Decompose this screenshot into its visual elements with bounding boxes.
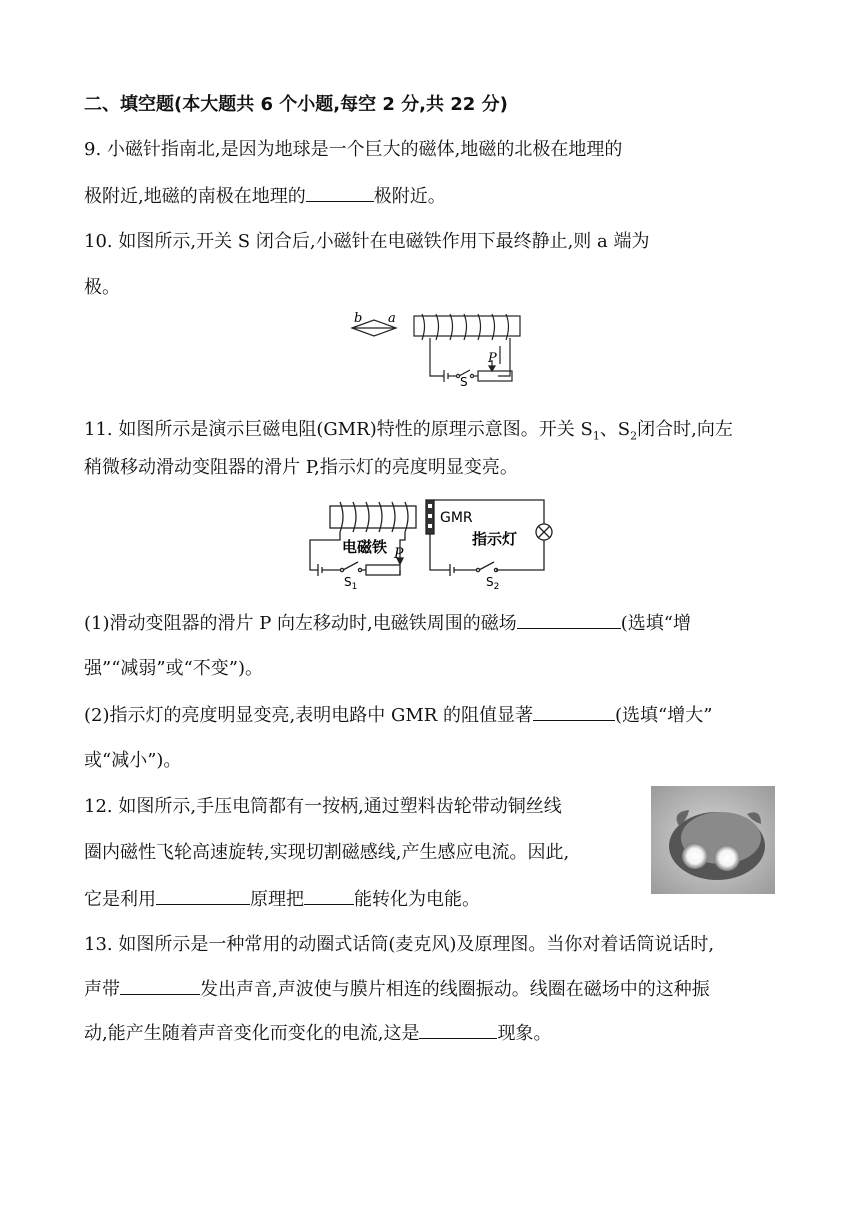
q9-answer-blank[interactable] — [306, 183, 374, 202]
q13-line3-text-after: 现象。 — [497, 1023, 552, 1044]
gmr-label: GMR — [440, 510, 473, 526]
q13-line3-text-before: 动,能产生随着声音变化而变化的电流,这是 — [84, 1023, 420, 1044]
q12-line-3 — [84, 886, 480, 913]
q11-line-1 — [84, 417, 733, 450]
q11-sub2-line-1 — [84, 702, 712, 729]
q12-text-a: 它是利用 — [84, 889, 156, 910]
q13-text-after: 发出声音,声波使与膜片相连的线圈振动。线圈在磁场中的这种振 — [200, 979, 710, 1000]
q11-text-b: 、S — [599, 419, 631, 440]
section-heading: 二、填空题(本大题共 6 个小题,每空 2 分,共 22 分) — [84, 94, 508, 115]
lamp-label: 指示灯 — [472, 530, 518, 548]
label-s: S — [460, 375, 468, 386]
q11-sub-2: 2 — [630, 429, 638, 443]
q10-line-2: 极。 — [84, 277, 120, 298]
q11-sub-1: 1 — [592, 429, 600, 443]
q11-label-s2: $S_2$ — [486, 575, 500, 592]
q11-sub1-answer-blank[interactable] — [517, 610, 621, 629]
q11-rheostat — [366, 565, 400, 575]
q11-sub2-line-2: 或“减小”)。 — [84, 750, 182, 771]
q13-line-2 — [84, 976, 710, 1003]
q11-sub2-answer-blank[interactable] — [533, 702, 615, 721]
q11-sub1-text-before: (1)滑动变阻器的滑片 P 向左移动时,电磁铁周围的磁场 — [84, 613, 517, 634]
q10-circuit-diagram — [348, 308, 528, 386]
q10-line-1: 10. 如图所示,开关 S 闭合后,小磁针在电磁铁作用下最终静止,则 a 端为 — [84, 231, 650, 252]
label-a: a — [388, 311, 396, 326]
q13-text-before: 声带 — [84, 979, 120, 1000]
q11-sub2-text-after: (选填“增大” — [615, 705, 713, 726]
q12-text-c: 能转化为电能。 — [354, 889, 480, 910]
q12-line-2: 圈内磁性飞轮高速旋转,实现切割磁感线,产生感应电流。因此, — [84, 842, 570, 863]
q12-line-1: 12. 如图所示,手压电筒都有一按柄,通过塑料齿轮带动铜丝线 — [84, 796, 562, 817]
q13-line-1: 13. 如图所示是一种常用的动圈式话筒(麦克风)及原理图。当你对着话筒说话时, — [84, 934, 715, 955]
hand-flashlight-photo — [651, 786, 775, 894]
q13-line-3 — [84, 1020, 551, 1047]
q13-answer-blank-1[interactable] — [120, 976, 200, 995]
q11-label-p: P — [394, 546, 404, 562]
q11-line-2: 稍微移动滑动变阻器的滑片 P,指示灯的亮度明显变亮。 — [84, 457, 518, 478]
q11-text-a: 11. 如图所示是演示巨磁电阻(GMR)特性的原理示意图。开关 S — [84, 419, 593, 440]
q11-gmr-circuit-diagram — [300, 496, 558, 594]
q11-sub1-line-2: 强”“减弱”或“不变”)。 — [84, 658, 264, 679]
q12-answer-blank-2[interactable] — [304, 886, 354, 905]
q11-sub1-line-1 — [84, 610, 691, 637]
q13-answer-blank-2[interactable] — [419, 1020, 497, 1039]
electromagnet-label: 电磁铁 — [342, 538, 388, 556]
q9-line-2 — [84, 183, 446, 210]
q12-answer-blank-1[interactable] — [156, 886, 250, 905]
q11-sub1-text-after: (选填“增 — [620, 613, 692, 634]
q11-text-c: 闭合时,向左 — [637, 419, 733, 440]
q9-text-after: 极附近。 — [373, 186, 446, 207]
label-p: P — [488, 351, 497, 366]
q11-sub2-text-before: (2)指示灯的亮度明显变亮,表明电路中 GMR 的阻值显著 — [84, 705, 534, 726]
q9-line-1: 9. 小磁针指南北,是因为地球是一个巨大的磁体,地磁的北极在地理的 — [84, 139, 623, 160]
q9-text-before: 极附近,地磁的南极在地理的 — [84, 186, 306, 207]
q11-label-s1: $S_1$ — [344, 575, 358, 592]
q12-text-b: 原理把 — [250, 889, 304, 910]
label-b: b — [354, 311, 363, 326]
